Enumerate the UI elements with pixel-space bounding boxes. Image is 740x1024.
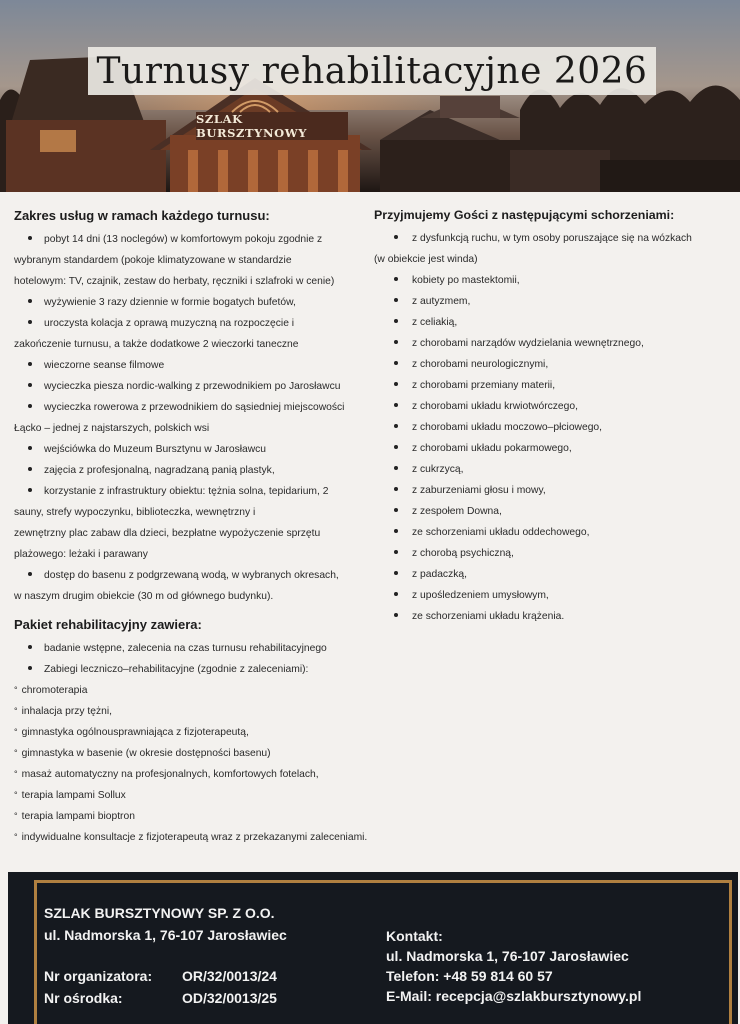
contact-email[interactable]: E-Mail: recepcja@szlakbursztynowy.pl <box>386 988 642 1004</box>
treatment-text: terapia lampami Sollux <box>21 790 126 801</box>
condition-item-text: z chorobami neurologicznymi, <box>412 359 549 370</box>
treatment-item <box>14 722 376 743</box>
bullet-icon <box>28 404 32 408</box>
service-item-text: wyżywienie 3 razy dziennie w formie bogatych bufetów, <box>44 297 296 308</box>
service-item <box>14 460 376 481</box>
bullet-icon <box>28 645 32 649</box>
package-item-text: badanie wstępne, zalecenia na czas turnusu rehabilitacyjnego <box>44 643 327 654</box>
condition-item-text: ze schorzeniami układu krążenia. <box>412 611 565 622</box>
company-name: SZLAK BURSZTYNOWY SP. Z O.O. <box>44 905 275 921</box>
condition-item <box>374 396 736 417</box>
bullet-icon <box>394 298 398 302</box>
service-item-text: uroczysta kolacja z oprawą muzyczną na rozpoczęcie i <box>44 318 295 329</box>
package-heading: Pakiet rehabilitacyjny zawiera: <box>14 617 202 632</box>
bullet-icon <box>28 383 32 387</box>
service-item <box>14 292 376 313</box>
condition-item <box>374 438 736 459</box>
organizer-value: OR/32/0013/24 <box>182 968 277 984</box>
condition-item-continuation: (w obiekcie jest winda) <box>374 254 478 265</box>
condition-item <box>374 480 736 501</box>
contact-info <box>386 926 641 1006</box>
condition-item-text: z cukrzycą, <box>412 464 464 475</box>
condition-item <box>374 543 736 564</box>
service-item-continuation: zewnętrzny plac zabaw dla dzieci, bezpłatne wypożyczenie sprzętu <box>14 528 321 539</box>
treatment-item <box>14 806 376 827</box>
condition-item-text: z chorobami układu moczowo–płciowego, <box>412 422 603 433</box>
bullet-icon <box>394 592 398 596</box>
condition-item-text: z chorobami narządów wydzielania wewnętrznego, <box>412 338 644 349</box>
service-item-continuation: plażowego: leżaki i parawany <box>14 549 148 560</box>
bullet-icon <box>394 508 398 512</box>
bullet-icon <box>28 488 32 492</box>
service-item-continuation: wybranym standardem (pokoje klimatyzowane w standardzie <box>14 255 292 266</box>
degree-bullet-icon: ° <box>14 769 18 779</box>
bullet-icon <box>394 361 398 365</box>
services-heading: Zakres usług w ramach każdego turnusu: <box>14 208 270 223</box>
condition-item <box>374 333 736 354</box>
bullet-icon <box>394 382 398 386</box>
content-area <box>0 192 740 872</box>
condition-item-text: z chorobą psychiczną, <box>412 548 514 559</box>
bullet-icon <box>394 445 398 449</box>
condition-item <box>374 291 736 312</box>
treatment-text: indywidualne konsultacje z fizjoterapeutą wraz z przekazanymi zaleceniami. <box>21 832 368 843</box>
conditions-list <box>374 228 736 627</box>
service-item-continuation: zakończenie turnusu, a także dodatkowe 2 wieczorki taneczne <box>14 339 299 350</box>
left-column <box>14 208 376 848</box>
bullet-icon <box>28 446 32 450</box>
treatment-item <box>14 701 376 722</box>
organizer-label: Nr organizatora: <box>44 968 153 984</box>
service-item-continuation: sauny, strefy wypoczynku, biblioteczka, wewnętrzny i <box>14 507 256 518</box>
contact-phone[interactable]: Telefon: +48 59 814 60 57 <box>386 968 553 984</box>
bullet-icon <box>28 467 32 471</box>
degree-bullet-icon: ° <box>14 685 18 695</box>
condition-item <box>374 417 736 438</box>
service-item-text: wycieczka piesza nordic-walking z przewodnikiem po Jarosławcu <box>44 381 341 392</box>
bullet-icon <box>28 236 32 240</box>
bullet-icon <box>394 529 398 533</box>
condition-item <box>374 606 736 627</box>
company-address: ul. Nadmorska 1, 76-107 Jarosławiec <box>44 927 287 943</box>
service-item <box>14 313 376 334</box>
treatments-list <box>14 680 376 848</box>
service-item-continuation: hotelowym: TV, czajnik, zestaw do herbaty, ręczniki i szlafroki w cenie) <box>14 276 335 287</box>
bullet-icon <box>394 277 398 281</box>
page-title: Turnusy rehabilitacyjne 2026 <box>96 50 648 92</box>
facility-value: OD/32/0013/25 <box>182 990 277 1006</box>
treatment-item <box>14 743 376 764</box>
service-item <box>14 355 376 376</box>
bullet-icon <box>394 550 398 554</box>
condition-item <box>374 270 736 291</box>
company-info <box>44 902 287 1009</box>
service-item-text: dostęp do basenu z podgrzewaną wodą, w wybranych okresach, <box>44 570 339 581</box>
degree-bullet-icon: ° <box>14 706 18 716</box>
right-column <box>374 208 736 627</box>
service-item-text: korzystanie z infrastruktury obiektu: tężnia solna, tepidarium, 2 <box>44 486 329 497</box>
bullet-icon <box>394 613 398 617</box>
conditions-heading: Przyjmujemy Gości z następującymi schorzeniami: <box>374 208 675 222</box>
condition-item-text: z chorobami układu pokarmowego, <box>412 443 572 454</box>
degree-bullet-icon: ° <box>14 748 18 758</box>
bullet-icon <box>28 320 32 324</box>
condition-item-text: z chorobami przemiany materii, <box>412 380 556 391</box>
service-item-continuation: Łącko – jednej z najstarszych, polskich wsi <box>14 423 210 434</box>
bullet-icon <box>28 299 32 303</box>
condition-item <box>374 501 736 522</box>
header-photo <box>0 0 740 192</box>
facility-label: Nr ośrodka: <box>44 990 123 1006</box>
condition-item-text: z zespołem Downa, <box>412 506 502 517</box>
package-item <box>14 659 376 680</box>
service-item-text: wieczorne seanse filmowe <box>44 360 165 371</box>
service-item <box>14 397 376 418</box>
degree-bullet-icon: ° <box>14 832 18 842</box>
service-item <box>14 229 376 250</box>
condition-item <box>374 522 736 543</box>
bullet-icon <box>394 403 398 407</box>
condition-item <box>374 564 736 585</box>
bullet-icon <box>394 487 398 491</box>
service-item-text: wycieczka rowerowa z przewodnikiem do sąsiedniej miejscowości <box>44 402 345 413</box>
organizer-number <box>44 965 287 987</box>
service-item-text: zajęcia z profesjonalną, nagradzaną panią plastyk, <box>44 465 275 476</box>
condition-item <box>374 228 736 249</box>
condition-item-text: z padaczką, <box>412 569 467 580</box>
service-item <box>14 439 376 460</box>
condition-item-text: z zaburzeniami głosu i mowy, <box>412 485 546 496</box>
bullet-icon <box>394 235 398 239</box>
condition-item-text: z upośledzeniem umysłowym, <box>412 590 549 601</box>
bullet-icon <box>394 571 398 575</box>
contact-address: ul. Nadmorska 1, 76-107 Jarosławiec <box>386 948 629 964</box>
condition-item-text: kobiety po mastektomii, <box>412 275 520 286</box>
service-item <box>14 565 376 586</box>
treatment-text: terapia lampami bioptron <box>21 811 135 822</box>
condition-item <box>374 354 736 375</box>
condition-item-text: ze schorzeniami układu oddechowego, <box>412 527 590 538</box>
treatment-item <box>14 764 376 785</box>
service-item <box>14 376 376 397</box>
condition-item-text: z chorobami układu krwiotwórczego, <box>412 401 578 412</box>
treatment-text: inhalacja przy tężni, <box>21 706 113 717</box>
degree-bullet-icon: ° <box>14 727 18 737</box>
resort-building-illustration <box>0 0 740 192</box>
service-item-text: wejściówka do Muzeum Bursztynu w Jarosławcu <box>44 444 267 455</box>
treatment-item <box>14 827 376 848</box>
package-item-text: Zabiegi leczniczo–rehabilitacyjne (zgodnie z zaleceniami): <box>44 664 309 675</box>
condition-item <box>374 459 736 480</box>
title-banner <box>88 47 656 95</box>
services-list <box>14 229 376 607</box>
condition-item-text: z celiakią, <box>412 317 458 328</box>
package-item <box>14 638 376 659</box>
treatment-text: chromoterapia <box>21 685 88 696</box>
service-item <box>14 481 376 502</box>
treatment-item <box>14 680 376 701</box>
treatment-text: gimnastyka ogólnousprawniająca z fizjoterapeutą, <box>21 727 249 738</box>
bullet-icon <box>28 572 32 576</box>
degree-bullet-icon: ° <box>14 790 18 800</box>
bullet-icon <box>394 424 398 428</box>
condition-item-text: z autyzmem, <box>412 296 471 307</box>
condition-item <box>374 375 736 396</box>
treatment-text: gimnastyka w basenie (w okresie dostępności basenu) <box>21 748 271 759</box>
treatment-item <box>14 785 376 806</box>
package-bullets <box>14 638 376 680</box>
degree-bullet-icon: ° <box>14 811 18 821</box>
bullet-icon <box>394 466 398 470</box>
condition-item <box>374 585 736 606</box>
bullet-icon <box>394 319 398 323</box>
building-sign: SZLAK BURSZTYNOWY <box>196 112 308 140</box>
facility-number <box>44 987 287 1009</box>
bullet-icon <box>394 340 398 344</box>
condition-item <box>374 312 736 333</box>
condition-item-text: z dysfunkcją ruchu, w tym osoby poruszające się na wózkach <box>412 233 692 244</box>
bullet-icon <box>28 362 32 366</box>
service-item-text: pobyt 14 dni (13 noclegów) w komfortowym pokoju zgodnie z <box>44 234 323 245</box>
contact-heading: Kontakt: <box>386 928 443 944</box>
footer <box>8 872 738 1024</box>
service-item-continuation: w naszym drugim obiekcie (30 m od głównego budynku). <box>14 591 274 602</box>
bullet-icon <box>28 666 32 670</box>
treatment-text: masaż automatyczny na profesjonalnych, komfortowych fotelach, <box>21 769 319 780</box>
